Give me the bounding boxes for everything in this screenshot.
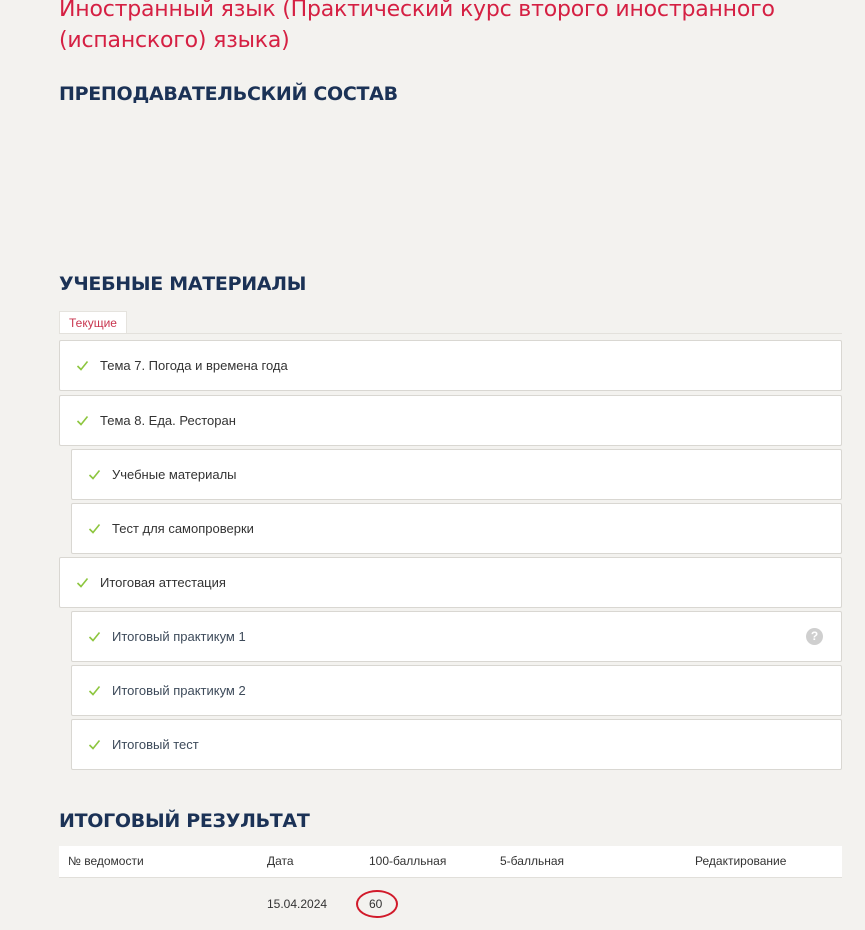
check-icon xyxy=(76,359,89,372)
item-label: Итоговый практикум 2 xyxy=(112,683,246,698)
result-heading: ИТОГОВЫЙ РЕЗУЛЬТАТ xyxy=(59,810,310,832)
tab-current[interactable]: Текущие xyxy=(59,311,127,333)
check-icon xyxy=(88,522,101,535)
result-table-header xyxy=(59,846,842,878)
materials-heading: УЧЕБНЫЕ МАТЕРИАЛЫ xyxy=(59,273,307,295)
table-row xyxy=(59,878,842,930)
final-practicum-2-item[interactable] xyxy=(71,665,842,716)
item-label: Тема 8. Еда. Ресторан xyxy=(100,413,236,428)
check-icon xyxy=(88,684,101,697)
final-practicum-1-item[interactable] xyxy=(71,611,842,662)
cell-date: 15.04.2024 xyxy=(267,897,328,911)
tab-divider xyxy=(59,333,842,334)
final-attestation-item[interactable] xyxy=(59,557,842,608)
self-test-item[interactable] xyxy=(71,503,842,554)
col-edit: Редактирование xyxy=(695,854,787,868)
check-icon xyxy=(88,468,101,481)
check-icon xyxy=(88,630,101,643)
item-label: Учебные материалы xyxy=(112,467,237,482)
topic-8-item[interactable] xyxy=(59,395,842,446)
item-label: Итоговая аттестация xyxy=(100,575,226,590)
check-icon xyxy=(76,414,89,427)
item-label: Тема 7. Погода и времена года xyxy=(100,358,288,373)
item-label: Итоговый практикум 1 xyxy=(112,629,246,644)
col-score-100: 100-балльная xyxy=(369,854,447,868)
col-date: Дата xyxy=(267,854,294,868)
study-materials-item[interactable] xyxy=(71,449,842,500)
col-score-5: 5-балльная xyxy=(500,854,564,868)
result-table xyxy=(59,846,842,930)
cell-score-100: 60 xyxy=(369,897,383,911)
teachers-heading: ПРЕПОДАВАТЕЛЬСКИЙ СОСТАВ xyxy=(59,83,398,105)
item-label: Тест для самопроверки xyxy=(112,521,254,536)
help-circle-icon[interactable]: ? xyxy=(806,628,823,645)
check-icon xyxy=(76,576,89,589)
check-icon xyxy=(88,738,101,751)
item-label: Итоговый тест xyxy=(112,737,199,752)
final-test-item[interactable] xyxy=(71,719,842,770)
topic-7-item[interactable] xyxy=(59,340,842,391)
course-title: Иностранный язык (Практический курс второго иностранного (испанского) языка) xyxy=(59,0,775,53)
col-sheet-number: № ведомости xyxy=(68,854,144,868)
